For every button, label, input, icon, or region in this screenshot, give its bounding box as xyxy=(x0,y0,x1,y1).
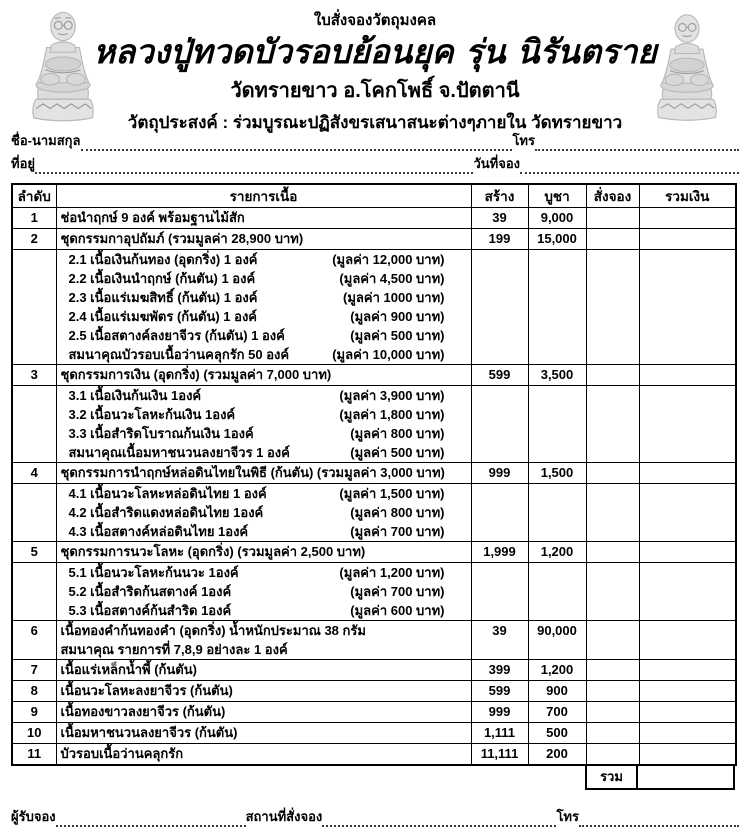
row-number: 2 xyxy=(12,229,56,250)
subitem-description: 2.5 เนื้อสตางค์ลงยาจีวร (ก้นตัน) 1 องค์ xyxy=(68,328,285,343)
purpose-line: วัตถุประสงค์ : ร่วมบูรณะปฏิสังขรเสนาสนะต่างๆภายใน วัดทรายขาว xyxy=(127,112,623,132)
subitem-description: 4.2 เนื้อสำริดแดงหล่อดินไทย 1องค์ xyxy=(68,505,264,520)
table-subrow xyxy=(12,484,736,542)
row-number-empty xyxy=(12,250,56,365)
row-number-empty xyxy=(12,386,56,463)
subitem-value: (มูลค่า 1000 บาท) xyxy=(343,290,445,305)
row-number: 8 xyxy=(12,681,56,702)
subitem-value: (มูลค่า 500 บาท) xyxy=(350,445,445,460)
subitem-line xyxy=(57,443,471,462)
address-field[interactable] xyxy=(35,158,473,174)
item-text: เนื้อทองขาวลงยาจีวร (ก้นตัน) xyxy=(60,704,226,719)
worship-price: 700 xyxy=(528,702,586,723)
row-total-cell[interactable] xyxy=(639,229,736,250)
subitem-description: 2.3 เนื้อแร่เมฆสิทธิ์ (ก้นตัน) 1 องค์ xyxy=(68,290,258,305)
made-quantity-empty xyxy=(471,484,528,542)
subitem-description: 4.1 เนื้อนวะโลหะหล่อดินไทย 1 องค์ xyxy=(68,486,267,501)
row-total-cell[interactable] xyxy=(639,386,736,463)
order-quantity-cell[interactable] xyxy=(586,463,639,484)
made-quantity-empty xyxy=(471,563,528,621)
table-row xyxy=(12,463,736,484)
order-table xyxy=(11,183,737,766)
row-total-cell[interactable] xyxy=(639,365,736,386)
subitem-description: 5.1 เนื้อนวะโลหะก้นนวะ 1องค์ xyxy=(68,565,239,580)
table-row xyxy=(12,365,736,386)
row-total-cell[interactable] xyxy=(639,702,736,723)
subitem-line xyxy=(57,601,471,620)
column-header-0: ลำดับ xyxy=(12,184,56,208)
subitem-line xyxy=(57,484,471,503)
item-text: บัวรอบเนื้อว่านคลุกรัก xyxy=(60,746,184,761)
row-total-cell[interactable] xyxy=(639,484,736,542)
order-place-label: สถานที่สั่งจอง xyxy=(245,809,323,824)
made-quantity: 39 xyxy=(471,621,528,660)
item-description xyxy=(56,744,471,766)
worship-price-empty xyxy=(528,250,586,365)
worship-price: 90,000 xyxy=(528,621,586,660)
item-text: เนื้อทองคำก้นทองคำ (อุดกริ่ง) น้ำหนักประมาณ 38 กรัม xyxy=(60,623,366,638)
worship-price: 1,200 xyxy=(528,542,586,563)
subitem-value: (มูลค่า 4,500 บาท) xyxy=(339,271,445,286)
row-total-cell[interactable] xyxy=(639,542,736,563)
subitem-line xyxy=(57,582,471,601)
form-title: ใบสั่งจองวัตถุมงคล xyxy=(313,12,437,29)
amulet-photo-left-icon xyxy=(22,4,104,124)
item-text: ชุดกรรมการนำฤกษ์หล่อดินไทยในพิธี (ก้นตัน) (รวมมูลค่า 3,000 บาท) xyxy=(60,465,445,480)
worship-price: 200 xyxy=(528,744,586,766)
worship-price: 3,500 xyxy=(528,365,586,386)
grand-total-label: รวม xyxy=(587,766,638,788)
subitem-list xyxy=(56,484,471,542)
item-description xyxy=(56,723,471,744)
row-number: 5 xyxy=(12,542,56,563)
item-text: ชุดกรรมการเงิน (อุดกริ่ง) (รวมมูลค่า 7,000 บาท) xyxy=(60,367,332,382)
order-quantity-cell[interactable] xyxy=(586,386,639,463)
footer-phone-label: โทร xyxy=(556,809,579,824)
worship-price-empty xyxy=(528,563,586,621)
temple-line: วัดทรายขาว อ.โคกโพธิ์ จ.ปัตตานี xyxy=(230,79,520,102)
grand-total-box xyxy=(585,764,735,790)
item-text: ชุดกรรมการนวะโลหะ (อุดกริ่ง) (รวมมูลค่า 2,500 บาท) xyxy=(60,544,366,559)
order-quantity-cell[interactable] xyxy=(586,702,639,723)
item-text: เนื้อมหาชนวนลงยาจีวร (ก้นตัน) xyxy=(60,725,238,740)
booking-date-field[interactable] xyxy=(520,158,739,174)
item-text: ชุดกรรมกาอุปถัมภ์ (รวมมูลค่า 28,900 บาท) xyxy=(60,231,304,246)
address-date-row xyxy=(11,151,739,174)
row-total-cell[interactable] xyxy=(639,681,736,702)
booking-date-label: วันที่จอง xyxy=(473,156,520,171)
subitem-description: 2.2 เนื้อเงินนำฤกษ์ (ก้นตัน) 1 องค์ xyxy=(68,271,256,286)
subitem-value: (มูลค่า 1,200 บาท) xyxy=(339,565,445,580)
receiver-field[interactable] xyxy=(56,811,246,827)
order-quantity-cell[interactable] xyxy=(586,681,639,702)
row-total-cell[interactable] xyxy=(639,660,736,681)
item-description xyxy=(56,681,471,702)
column-header-4: สั่งจอง xyxy=(586,184,639,208)
subitem-value: (มูลค่า 1,800 บาท) xyxy=(339,407,445,422)
row-total-cell[interactable] xyxy=(639,463,736,484)
made-quantity: 999 xyxy=(471,702,528,723)
item-description xyxy=(56,463,471,484)
order-quantity-cell[interactable] xyxy=(586,484,639,542)
item-text: เนื้อนวะโลหะลงยาจีวร (ก้นตัน) xyxy=(60,683,233,698)
subitem-list xyxy=(56,250,471,365)
subitem-description: 2.4 เนื้อแร่เมฆพัตร (ก้นตัน) 1 องค์ xyxy=(68,309,257,324)
worship-price: 9,000 xyxy=(528,208,586,229)
made-quantity: 39 xyxy=(471,208,528,229)
subitem-line xyxy=(57,424,471,443)
subitem-value: (มูลค่า 700 บาท) xyxy=(350,524,445,539)
subitem-value: (มูลค่า 10,000 บาท) xyxy=(332,347,445,362)
made-quantity: 199 xyxy=(471,229,528,250)
item-description xyxy=(56,660,471,681)
row-number: 9 xyxy=(12,702,56,723)
footer-row xyxy=(11,804,739,827)
subitem-description: 5.3 เนื้อสตางค์ก้นสำริด 1องค์ xyxy=(68,603,232,618)
row-number: 3 xyxy=(12,365,56,386)
table-row xyxy=(12,208,736,229)
amulet-photo-right-icon xyxy=(644,8,730,122)
footer-phone-field[interactable] xyxy=(579,811,739,827)
worship-price: 500 xyxy=(528,723,586,744)
table-row xyxy=(12,229,736,250)
subitem-line xyxy=(57,405,471,424)
phone-label: โทร xyxy=(512,133,535,148)
receiver-label: ผู้รับจอง xyxy=(11,809,56,824)
subitem-line xyxy=(57,503,471,522)
item-description xyxy=(56,208,471,229)
row-number: 6 xyxy=(12,621,56,660)
table-row xyxy=(12,723,736,744)
order-quantity-cell[interactable] xyxy=(586,542,639,563)
column-header-1: รายการเนื้อ xyxy=(56,184,471,208)
subitem-line xyxy=(57,563,471,582)
row-number-empty xyxy=(12,484,56,542)
item-description xyxy=(56,365,471,386)
row-number: 4 xyxy=(12,463,56,484)
row-total-cell[interactable] xyxy=(639,723,736,744)
name-field[interactable] xyxy=(81,135,513,151)
row-number-empty xyxy=(12,563,56,621)
item-description xyxy=(56,229,471,250)
item-description xyxy=(56,702,471,723)
subitem-line xyxy=(57,269,471,288)
table-row xyxy=(12,660,736,681)
subitem-description: 5.2 เนื้อสำริดก้นสตางค์ 1องค์ xyxy=(68,584,232,599)
order-quantity-cell[interactable] xyxy=(586,250,639,365)
subitem-value: (มูลค่า 3,900 บาท) xyxy=(339,388,445,403)
subitem-value: (มูลค่า 900 บาท) xyxy=(350,309,445,324)
row-total-cell[interactable] xyxy=(639,208,736,229)
made-quantity: 599 xyxy=(471,681,528,702)
row-total-cell[interactable] xyxy=(639,250,736,365)
table-row xyxy=(12,542,736,563)
table-subrow xyxy=(12,386,736,463)
order-quantity-cell[interactable] xyxy=(586,229,639,250)
order-quantity-cell[interactable] xyxy=(586,621,639,660)
subitem-line xyxy=(57,386,471,405)
subitem-value: (มูลค่า 600 บาท) xyxy=(350,603,445,618)
made-quantity: 11,111 xyxy=(471,744,528,766)
address-label: ที่อยู่ xyxy=(11,156,35,171)
subitem-description: สมนาคุณเนื้อมหาชนวนลงยาจีวร 1 องค์ xyxy=(68,445,290,460)
subitem-line xyxy=(57,288,471,307)
item-text: ช่อนำฤกษ์ 9 องค์ พร้อมฐานไม้สัก xyxy=(60,210,245,225)
item-bonus-text: สมนาคุณ รายการที่ 7,8,9 อย่างละ 1 องค์ xyxy=(60,642,288,657)
subitem-list xyxy=(56,563,471,621)
worship-price: 15,000 xyxy=(528,229,586,250)
row-number: 11 xyxy=(12,744,56,766)
subitem-line xyxy=(57,250,471,269)
row-total-cell[interactable] xyxy=(639,563,736,621)
column-header-2: สร้าง xyxy=(471,184,528,208)
row-number: 7 xyxy=(12,660,56,681)
table-row xyxy=(12,681,736,702)
table-row xyxy=(12,702,736,723)
made-quantity: 1,111 xyxy=(471,723,528,744)
table-row xyxy=(12,621,736,660)
subitem-list xyxy=(56,386,471,463)
worship-price-empty xyxy=(528,484,586,542)
subitem-description: 3.1 เนื้อเงินก้นเงิน 1องค์ xyxy=(68,388,202,403)
worship-price: 1,500 xyxy=(528,463,586,484)
made-quantity: 1,999 xyxy=(471,542,528,563)
order-quantity-cell[interactable] xyxy=(586,365,639,386)
order-quantity-cell[interactable] xyxy=(586,723,639,744)
item-text: เนื้อแร่เหล็กน้ำพี้ (ก้นตัน) xyxy=(60,662,197,677)
order-quantity-cell[interactable] xyxy=(586,744,639,766)
subitem-description: 2.1 เนื้อเงินก้นทอง (อุดกริ่ง) 1 องค์ xyxy=(68,252,258,267)
made-quantity-empty xyxy=(471,386,528,463)
row-total-cell[interactable] xyxy=(639,621,736,660)
subitem-line xyxy=(57,307,471,326)
worship-price: 900 xyxy=(528,681,586,702)
subitem-description: 3.2 เนื้อนวะโลหะก้นเงิน 1องค์ xyxy=(68,407,236,422)
subitem-value: (มูลค่า 700 บาท) xyxy=(350,584,445,599)
subitem-value: (มูลค่า 800 บาท) xyxy=(350,505,445,520)
row-number: 1 xyxy=(12,208,56,229)
row-total-cell[interactable] xyxy=(639,744,736,766)
order-quantity-cell[interactable] xyxy=(586,563,639,621)
table-header-row xyxy=(12,184,736,208)
column-header-5: รวมเงิน xyxy=(639,184,736,208)
phone-field[interactable] xyxy=(535,135,739,151)
item-description xyxy=(56,621,471,660)
order-quantity-cell[interactable] xyxy=(586,660,639,681)
subitem-value: (มูลค่า 1,500 บาท) xyxy=(339,486,445,501)
table-subrow xyxy=(12,563,736,621)
made-quantity: 999 xyxy=(471,463,528,484)
subitem-line xyxy=(57,345,471,364)
made-quantity: 399 xyxy=(471,660,528,681)
order-quantity-cell[interactable] xyxy=(586,208,639,229)
worship-price-empty xyxy=(528,386,586,463)
table-row xyxy=(12,744,736,766)
subitem-value: (มูลค่า 500 บาท) xyxy=(350,328,445,343)
amulet-series-title: หลวงปู่ทวดบัวรอบย้อนยุค รุ่น นิรันตราย xyxy=(93,32,657,71)
subitem-value: (มูลค่า 12,000 บาท) xyxy=(332,252,445,267)
made-quantity-empty xyxy=(471,250,528,365)
column-header-3: บูชา xyxy=(528,184,586,208)
row-number: 10 xyxy=(12,723,56,744)
subitem-value: (มูลค่า 800 บาท) xyxy=(350,426,445,441)
grand-total-value-cell[interactable] xyxy=(638,766,733,788)
order-place-field[interactable] xyxy=(322,811,556,827)
table-subrow xyxy=(12,250,736,365)
subitem-line xyxy=(57,522,471,541)
form-header xyxy=(0,0,750,132)
subitem-line xyxy=(57,326,471,345)
subitem-description: สมนาคุณบัวรอบเนื้อว่านคลุกรัก 50 องค์ xyxy=(68,347,290,362)
subitem-description: 3.3 เนื้อสำริดโบราณก้นเงิน 1องค์ xyxy=(68,426,254,441)
name-label: ชื่อ-นามสกุล xyxy=(11,133,81,148)
worship-price: 1,200 xyxy=(528,660,586,681)
table-body xyxy=(12,208,736,766)
subitem-description: 4.3 เนื้อสตางค์หล่อดินไทย 1องค์ xyxy=(68,524,249,539)
made-quantity: 599 xyxy=(471,365,528,386)
item-description xyxy=(56,542,471,563)
